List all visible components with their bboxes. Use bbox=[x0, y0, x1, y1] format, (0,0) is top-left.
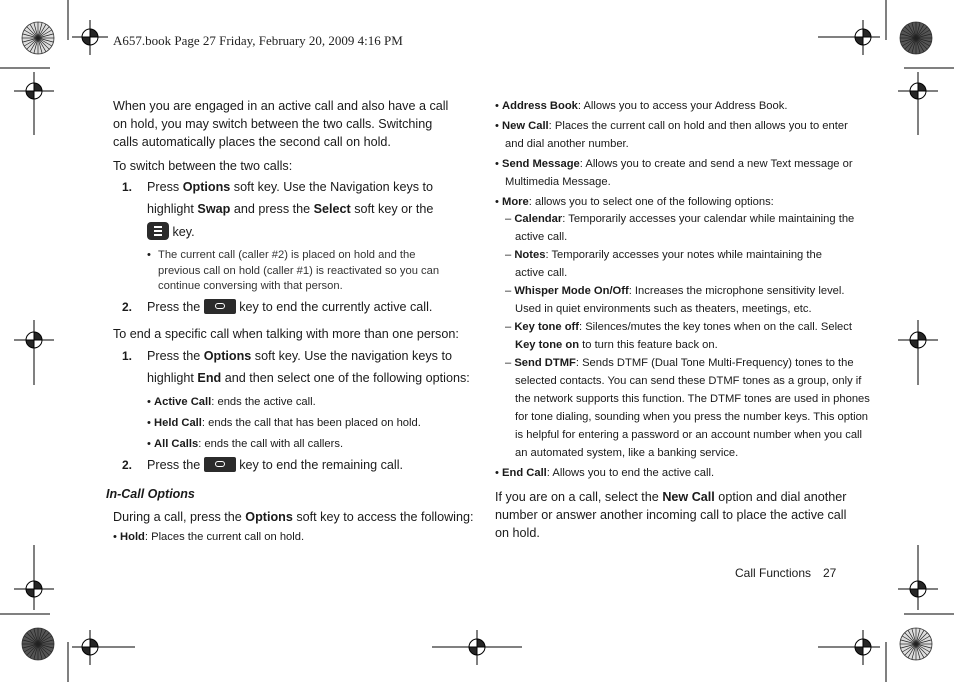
footer-section: Call Functions bbox=[735, 566, 812, 580]
page-number: 27 bbox=[823, 566, 837, 580]
sub-option-notes: – Notes: Temporarily accesses your notes while maintaining the bbox=[505, 249, 822, 261]
dtmf-line: selected contacts. You can send these DTMF tones as a group, only if bbox=[515, 375, 862, 387]
step1-note: The current call (caller #2) is placed on hold and the previous call on hold (caller #1) is reactivated so you can continue conversing with that person. bbox=[158, 249, 440, 292]
closing-line1: If you are on a call, select the New Call option and dial another bbox=[495, 490, 847, 504]
switch-intro: To switch between the two calls: bbox=[113, 159, 293, 173]
sub-option-calendar: – Calendar: Temporarily accesses your calendar while maintaining the bbox=[505, 213, 855, 225]
sub-option-notes-cont: active call. bbox=[515, 267, 568, 279]
option-all-calls: • All Calls: ends the call with all callers. bbox=[147, 438, 344, 450]
closing-line3: on hold. bbox=[495, 526, 540, 540]
sub-option-whisper-cont: Used in quiet environments such as theaters, meetings, etc. bbox=[515, 303, 812, 315]
option-end-call: • End Call: Allows you to end the active call. bbox=[495, 467, 715, 479]
step-number: 2. bbox=[122, 458, 133, 472]
step-number: 2. bbox=[122, 300, 133, 314]
bullet: • bbox=[147, 249, 151, 261]
option-hold: • Hold: Places the current call on hold. bbox=[113, 531, 305, 543]
sub-option-send-dtmf: – Send DTMF: Sends DTMF (Dual Tone Multi-Frequency) tones to the bbox=[505, 357, 854, 369]
print-header: A657.book Page 27 Friday, February 20, 2009 4:16 PM bbox=[113, 33, 403, 48]
end-key-icon bbox=[204, 457, 236, 472]
dtmf-line: is helpful for entering a password or an account number when you call bbox=[515, 429, 863, 441]
option-address-book: • Address Book: Allows you to access your Address Book. bbox=[495, 100, 788, 112]
step1-line1: Press Options soft key. Use the Navigation keys to bbox=[147, 180, 434, 194]
end-key-icon bbox=[204, 299, 236, 314]
sub-option-key-tone-cont: Key tone on to turn this feature back on. bbox=[515, 339, 718, 351]
step3-line2: highlight End and then select one of the following options: bbox=[147, 371, 470, 385]
step4-line: Press the key to end the remaining call. bbox=[147, 458, 404, 472]
option-send-message: • Send Message: Allows you to create and send a new Text message or bbox=[495, 158, 853, 170]
section-heading: In-Call Options bbox=[106, 487, 195, 501]
step1-line3: key. bbox=[147, 222, 195, 241]
dtmf-line: an automated system, like a banking service. bbox=[515, 447, 739, 459]
step-number: 1. bbox=[122, 349, 133, 363]
step3-line1: Press the Options soft key. Use the navigation keys to bbox=[147, 349, 452, 363]
option-held-call: • Held Call: ends the call that has been placed on hold. bbox=[147, 417, 421, 429]
option-active-call: • Active Call: ends the active call. bbox=[147, 396, 316, 408]
intro-paragraph: When you are engaged in an active call and also have a call on hold, you may switch between the two calls. Switching calls automatically places the second call on hold. bbox=[113, 99, 449, 149]
dtmf-line: the network supports this function. The DTMF tones are used in phones bbox=[515, 393, 870, 405]
closing-line2: number or answer another incoming call to place the active call bbox=[495, 508, 847, 522]
step2-line: Press the key to end the currently active call. bbox=[147, 300, 433, 314]
option-more: • More: allows you to select one of the following options: bbox=[495, 196, 774, 208]
menu-key-icon bbox=[147, 222, 169, 240]
sub-option-calendar-cont: active call. bbox=[515, 231, 568, 243]
specific-intro: To end a specific call when talking with more than one person: bbox=[113, 327, 459, 341]
step1-line2: highlight Swap and press the Select soft key or the bbox=[147, 202, 434, 216]
dtmf-line: for tone dialing, sounding when you press the number keys. This option bbox=[515, 411, 869, 423]
step-number: 1. bbox=[122, 180, 133, 194]
option-new-call: • New Call: Places the current call on hold and then allows you to enter bbox=[495, 120, 848, 132]
sub-option-whisper: – Whisper Mode On/Off: Increases the microphone sensitivity level. bbox=[505, 285, 845, 297]
sub-option-key-tone: – Key tone off: Silences/mutes the key tones when on the call. Select bbox=[505, 321, 852, 333]
option-send-message-cont: Multimedia Message. bbox=[505, 176, 611, 188]
incall-text: During a call, press the Options soft key to access the following: bbox=[113, 510, 474, 524]
option-new-call-cont: and dial another number. bbox=[505, 138, 629, 150]
